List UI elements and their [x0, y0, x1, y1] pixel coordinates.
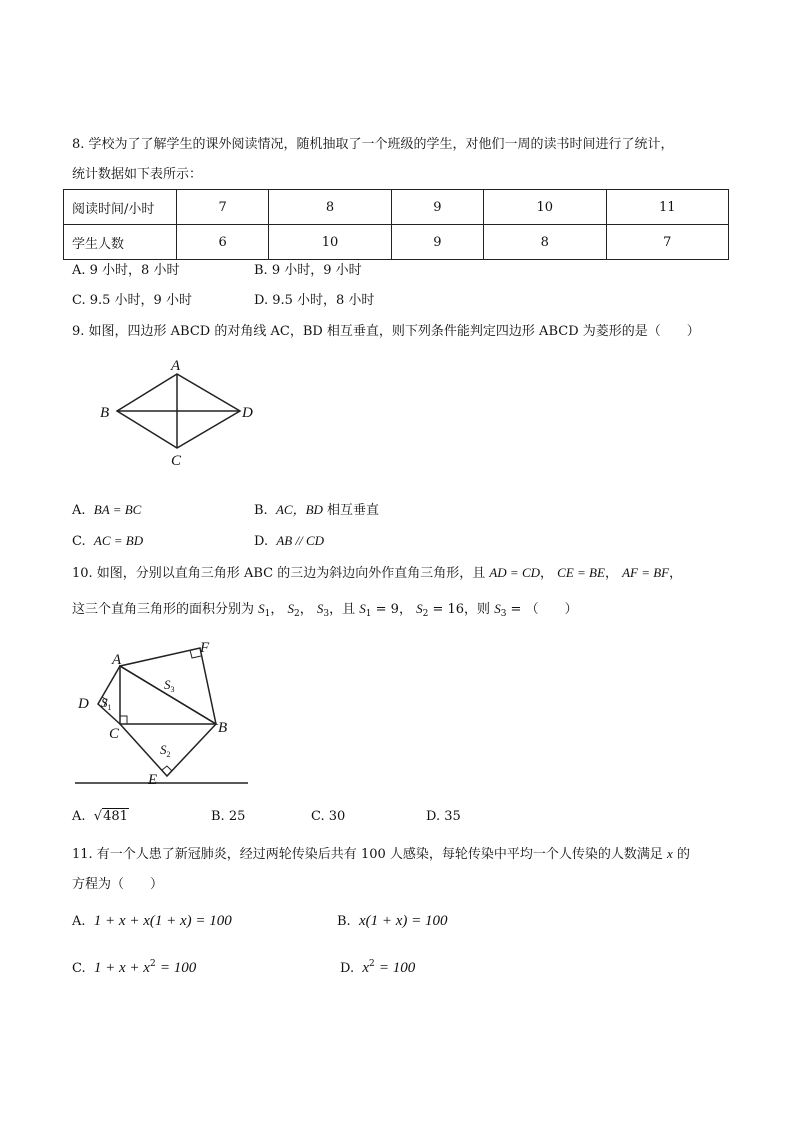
- option-letter: D.: [254, 534, 269, 549]
- label-s3: $S_3$: [164, 677, 175, 694]
- right-angle-c: [120, 716, 127, 724]
- rhombus-figure: [90, 352, 270, 472]
- option-text: 相互垂直: [327, 503, 380, 518]
- option-letter: C.: [72, 534, 86, 549]
- table-cell: 8: [484, 225, 606, 260]
- exponent: 2: [369, 959, 375, 969]
- variable-x: x: [667, 846, 673, 861]
- area-subscript: 3: [500, 609, 507, 619]
- area-subscript: 2: [294, 609, 300, 619]
- option-letter: B.: [337, 914, 351, 929]
- right-angle-e: [162, 766, 172, 771]
- q11-text-line2: 方程为（ ）: [72, 877, 164, 892]
- q8-option-d: D. 9.5 小时，8 小时: [254, 293, 375, 308]
- q9-option-d: [254, 532, 324, 551]
- label-a: A: [112, 652, 122, 668]
- hypotenuse-ab: [120, 666, 216, 724]
- q8-option-a: A. 9 小时，8 小时: [72, 263, 180, 278]
- option-math: AC = BD: [93, 533, 144, 548]
- q8-text-line2: 统计数据如下表所示：: [72, 167, 203, 182]
- label-c: C: [109, 726, 120, 742]
- table-cell: 10: [269, 225, 391, 260]
- q10-option-b: B. 25: [211, 809, 246, 824]
- option-math: x: [362, 960, 370, 976]
- option-letter: A.: [72, 503, 86, 518]
- q11-text-end: 的: [676, 847, 690, 862]
- q11-option-b: [337, 912, 448, 931]
- label-d: D: [78, 696, 89, 712]
- table-row: [64, 190, 729, 225]
- option-math: = 100: [159, 960, 197, 976]
- q10-text-line1: 10. 如图，分别以直角三角形 ABC 的三边为斜边向外作直角三角形，且 AD = CD， CE = BE， AF = BF，: [72, 565, 683, 581]
- q10-text: 10. 如图，分别以直角三角形 ABC 的三边为斜边向外作直角三角形，且: [72, 566, 486, 581]
- label-b: B: [100, 405, 110, 421]
- area-subscript: 1: [264, 609, 271, 619]
- q11-option-a: [72, 912, 232, 931]
- table-row: [64, 225, 729, 260]
- table-cell: 8: [269, 190, 391, 225]
- answer-blank: （ ）: [525, 602, 578, 617]
- q9-text: 9. 如图，四边形 ABCD 的对角线 AC，BD 相互垂直，则下列条件能判定四边形 ABCD 为菱形的是（ ）: [72, 324, 700, 339]
- q11-option-c: [72, 955, 196, 978]
- area-symbol: S: [258, 601, 265, 616]
- table-cell: 11: [606, 190, 729, 225]
- q10-condition-ce-be: CE = BE: [557, 565, 605, 580]
- q8-option-c: C. 9.5 小时，9 小时: [72, 293, 192, 308]
- q10-text-line2: 这三个直角三角形的面积分别为 $S_1$， $S_2$， $S_3$，且 $S_1 = 9$， $S_2 = 16$，则 $S_3$ = （ ）: [72, 601, 578, 619]
- label-a: A: [171, 358, 181, 374]
- q9-option-a: [72, 501, 141, 520]
- q10-text: 这三个直角三角形的面积分别为: [72, 602, 255, 617]
- q10-option-d: D. 35: [426, 809, 461, 824]
- label-e: E: [148, 772, 158, 788]
- option-math: x(1 + x) = 100: [358, 913, 448, 929]
- q10-option-a: [72, 808, 129, 826]
- option-math: 1 + x + x(1 + x) = 100: [93, 913, 232, 929]
- area-value: = 16: [432, 602, 465, 617]
- table-cell: 9: [391, 225, 483, 260]
- option-letter: C.: [72, 961, 86, 976]
- option-math: BA = BC: [93, 502, 142, 517]
- exponent: 2: [149, 959, 156, 969]
- option-letter: D.: [340, 961, 355, 976]
- right-triangles-figure: [70, 636, 255, 788]
- area-symbol: S: [416, 601, 423, 616]
- sqrt-481: √481: [93, 809, 128, 824]
- option-math: AB // CD: [276, 533, 325, 548]
- q10-condition-ad-cd: AD = CD: [489, 565, 541, 580]
- q10-option-c: C. 30: [311, 809, 346, 824]
- label-d: D: [242, 405, 253, 421]
- q11-option-d: [340, 955, 415, 978]
- area-symbol: S: [316, 601, 324, 616]
- q11-text: 11. 有一个人患了新冠肺炎，经过两轮传染后共有 100 人感染，每轮传染中平均一个人传染的人数满足: [72, 847, 663, 862]
- option-math: AC，BD: [275, 502, 323, 517]
- option-letter: A.: [72, 914, 86, 929]
- table-cell: 10: [484, 190, 606, 225]
- label-c: C: [171, 453, 182, 469]
- label-s2: $S_2$: [160, 742, 171, 759]
- option-math: = 100: [378, 960, 416, 976]
- area-subscript: 1: [365, 609, 372, 619]
- option-math: 1 + x + x: [93, 960, 150, 976]
- area-symbol: S: [494, 601, 501, 616]
- label-s1: $S_1$: [101, 695, 112, 712]
- radicand: 481: [103, 809, 128, 824]
- q9-option-b: [254, 501, 379, 520]
- q8-option-b: B. 9 小时，9 小时: [254, 263, 362, 278]
- area-subscript: 2: [422, 609, 429, 619]
- label-f: F: [200, 640, 210, 656]
- table-cell: 7: [177, 190, 269, 225]
- label-b: B: [218, 720, 228, 736]
- q10-condition-af-bf: AF = BF: [622, 565, 670, 580]
- q9-option-c: [72, 532, 143, 551]
- option-letter: B.: [254, 503, 268, 518]
- table-cell: 9: [391, 190, 483, 225]
- q8-text-line1: 8. 学校为了了解学生的课外阅读情况，随机抽取了一个班级的学生，对他们一周的读书时间进行了统计，: [72, 137, 674, 152]
- table-cell: 6: [177, 225, 269, 260]
- area-subscript: 3: [323, 609, 330, 619]
- option-letter: A.: [72, 809, 86, 824]
- area-symbol: S: [287, 601, 295, 616]
- table-cell: 阅读时间/小时: [64, 190, 177, 225]
- table-cell: 7: [606, 225, 729, 260]
- area-symbol: S: [359, 601, 366, 616]
- area-value: = 9: [375, 602, 399, 617]
- reading-time-table: [63, 189, 729, 260]
- q11-text-line1: [72, 845, 690, 864]
- table-cell: 学生人数: [64, 225, 177, 260]
